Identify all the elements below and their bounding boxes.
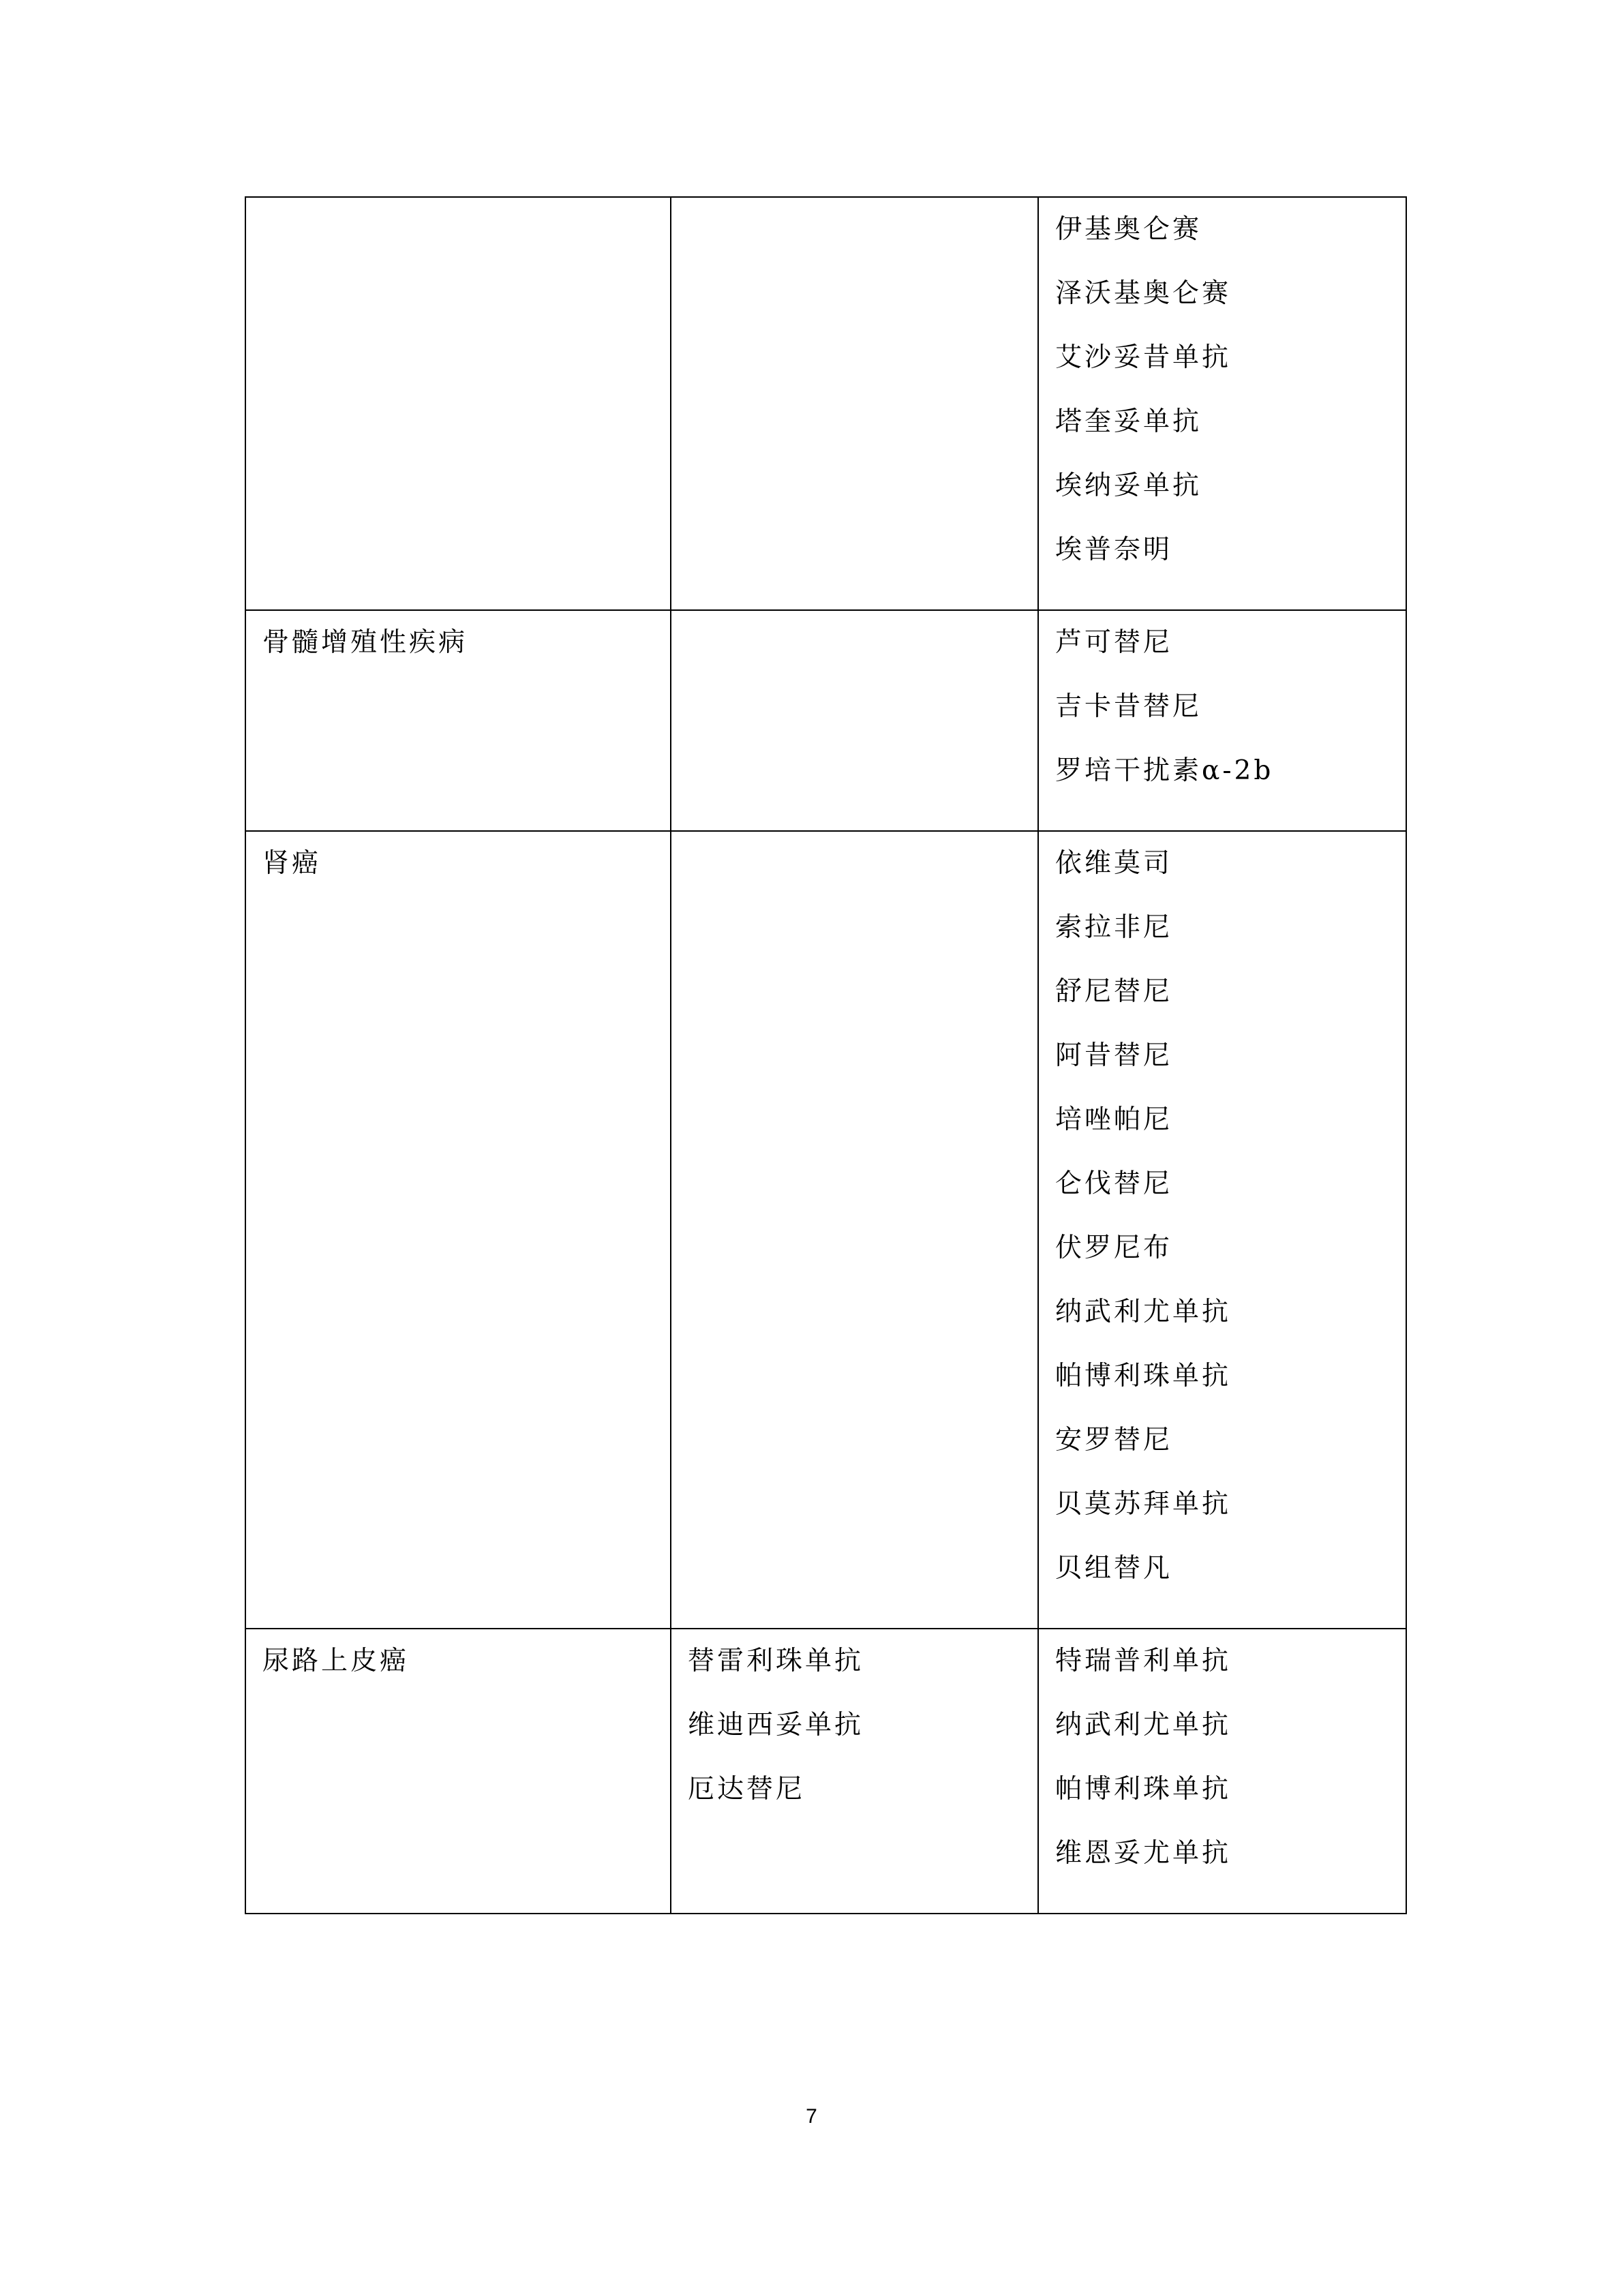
table-body <box>245 197 1406 1914</box>
cell-text-line: 厄达替尼 <box>688 1774 806 1804</box>
drug-cell-col2 <box>671 1629 1038 1914</box>
cell-text-line: 替雷利珠单抗 <box>688 1646 864 1676</box>
drug-cell-col2 <box>671 197 1038 610</box>
cell-text-line: 骨髓增殖性疾病 <box>262 627 468 658</box>
drug-table <box>245 196 1407 1914</box>
table-row <box>245 831 1406 1629</box>
cell-text-line: 索拉非尼 <box>1055 912 1173 943</box>
cell-text-line: 仑伐替尼 <box>1055 1168 1173 1199</box>
drug-cell-col3 <box>1038 1629 1406 1914</box>
drug-cell-col3 <box>1038 831 1406 1629</box>
drug-cell-col2 <box>671 831 1038 1629</box>
cell-text-line: 纳武利尤单抗 <box>1055 1297 1232 1327</box>
table-row <box>245 197 1406 610</box>
cell-text-line: 维迪西妥单抗 <box>688 1710 864 1740</box>
cell-text-line: 帕博利珠单抗 <box>1055 1774 1232 1804</box>
cell-text-line: 尿路上皮癌 <box>262 1646 410 1676</box>
table-row <box>245 1629 1406 1914</box>
cell-text-line: 依维莫司 <box>1055 848 1173 879</box>
cell-text-line: 吉卡昔替尼 <box>1055 691 1202 722</box>
cell-text-line: 纳武利尤单抗 <box>1055 1710 1232 1740</box>
cell-text-line: 安罗替尼 <box>1055 1425 1173 1455</box>
disease-cell <box>245 831 671 1629</box>
cell-text-line: 伊基奥仑赛 <box>1055 214 1202 245</box>
cell-text-line: 舒尼替尼 <box>1055 976 1173 1007</box>
drug-cell-col2 <box>671 610 1038 831</box>
cell-text-line: 特瑞普利单抗 <box>1055 1646 1232 1676</box>
cell-text-line: 埃纳妥单抗 <box>1055 470 1202 501</box>
cell-text-line: 罗培干扰素α-2b <box>1055 755 1274 786</box>
cell-text-line: 维恩妥尤单抗 <box>1055 1838 1232 1869</box>
cell-text-line: 阿昔替尼 <box>1055 1040 1173 1071</box>
cell-text-line: 埃普奈明 <box>1055 534 1173 565</box>
cell-text-line: 伏罗尼布 <box>1055 1233 1173 1263</box>
cell-text-line: 芦可替尼 <box>1055 627 1173 658</box>
disease-cell <box>245 1629 671 1914</box>
disease-cell <box>245 610 671 831</box>
disease-cell <box>245 197 671 610</box>
page-number: 7 <box>806 2105 817 2128</box>
cell-text-line: 泽沃基奥仑赛 <box>1055 278 1232 309</box>
cell-text-line: 肾癌 <box>262 848 322 879</box>
cell-text-line: 艾沙妥昔单抗 <box>1055 342 1232 373</box>
cell-text-line: 贝组替凡 <box>1055 1553 1173 1584</box>
drug-cell-col3 <box>1038 197 1406 610</box>
cell-text-line: 培唑帕尼 <box>1055 1104 1173 1135</box>
cell-text-line: 帕博利珠单抗 <box>1055 1361 1232 1391</box>
table-row <box>245 610 1406 831</box>
cell-text-line: 贝莫苏拜单抗 <box>1055 1489 1232 1520</box>
drug-cell-col3 <box>1038 610 1406 831</box>
cell-text-line: 塔奎妥单抗 <box>1055 406 1202 437</box>
